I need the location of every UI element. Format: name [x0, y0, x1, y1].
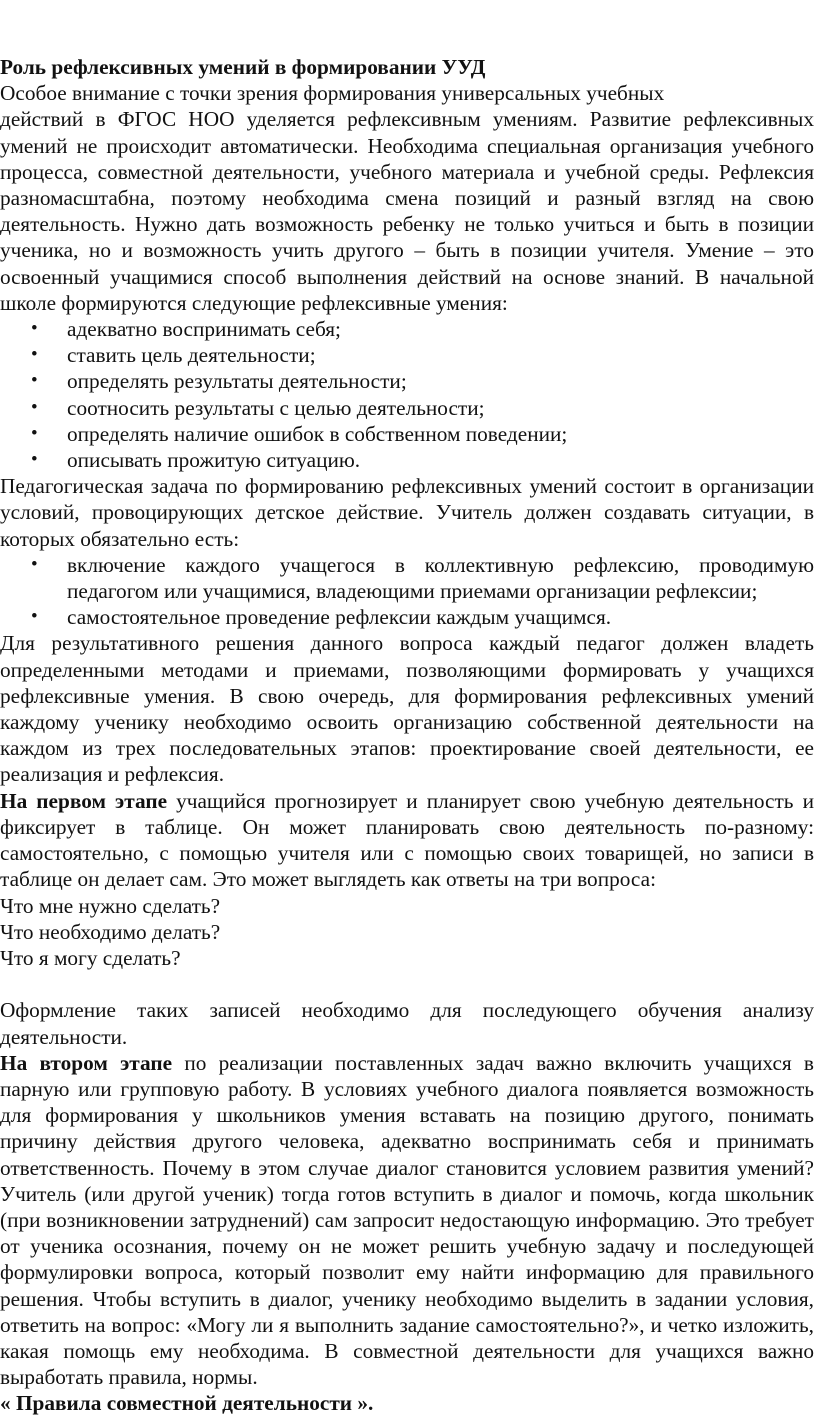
list-item: • включение каждого учащегося в коллективную рефлексию, проводимую педагогом или учащимися, владеющими приемами организации рефлексии;: [67, 552, 814, 604]
stage2-text: по реализации поставленных задач важно включить учащихся в парную или групповую работу. В условиях учебного диалога появляется возможность для формирования у школьников умения вставать на позицию другого, понимать причину действия другого человека, адекватно воспринимать себя и принимать ответственность. Почему в этом случае диалог становится условием развития умений? Учитель (или другой ученик) тогда готов вступить в диалог и помочь, когда школьник (при возникновении затруднений) сам запросит недостающую информацию. Это требует от ученика осознания, почему он не может решить учебную задачу и последующей формулировки вопроса, который позволит ему найти информацию для правильного решения. Чтобы вступить в диалог, ученику необходимо выделить в задании условия, ответить на вопрос: «Могу ли я выполнить задание самостоятельно?», и четко изложить, какая помощь ему необходима. В совместной деятельности для учащихся важно выработать правила, нормы.: [0, 1050, 814, 1390]
stage1-label: На первом этапе: [0, 788, 168, 813]
methods-paragraph: Для результативного решения данного вопроса каждый педагог должен владеть определенными методами и приемами, позволяющими формировать у учащихся рефлексивные умения. В свою очередь, для формирования рефлексивных умений каждому ученику необходимо освоить организацию собственной деятельности на каждом из трех последовательных этапов: проектирование своей деятельности, ее реализация и рефлексия.: [0, 631, 814, 787]
intro-paragraph: действий в ФГОС НОО уделяется рефлексивным умениям. Развитие рефлексивных умений не происходит автоматически. Необходима специальная организация учебного процесса, совместной деятельности, учебного материала и учебной среды. Рефлексия разномасштабна, поэтому необходима смена позиций и разный взгляд на свою деятельность. Нужно дать возможность ребенку не только учиться и быть в позиции ученика, но и возможность учить другого – быть в позиции учителя. Умение – это освоенный учащимися способ выполнения действий на основе знаний. В начальной школе формируются следующие рефлексивные умения:: [0, 107, 814, 315]
list-item: • адекватно воспринимать себя;: [67, 316, 814, 342]
list-item: • ставить цель деятельности;: [67, 342, 814, 368]
document-page: [0, 54, 814, 1417]
question-line: Что я могу сделать?: [0, 945, 181, 970]
skills-list: [0, 316, 814, 473]
stage2-label: На втором этапе: [0, 1050, 173, 1075]
stage2-paragraph: [0, 1050, 814, 1391]
list-item: • соотносить результаты с целью деятельности;: [67, 395, 814, 421]
list-item: • описывать прожитую ситуацию.: [67, 447, 814, 473]
task-paragraph: Педагогическая задача по формированию рефлексивных умений состоит в организации условий, провоцирующих детское действие. Учитель должен создавать ситуации, в которых обязательно есть:: [0, 474, 814, 551]
records-paragraph: Оформление таких записей необходимо для последующего обучения анализу деятельности.: [0, 998, 814, 1049]
intro-first-line: Особое внимание с точки зрения формирования универсальных учебных: [0, 81, 665, 106]
question-line: Что необходимо делать?: [0, 919, 221, 944]
situations-list: [0, 552, 814, 631]
list-item: • самостоятельное проведение рефлексии каждым учащимся.: [67, 604, 814, 630]
stage1-paragraph: [0, 788, 814, 893]
list-item: • определять результаты деятельности;: [67, 368, 814, 394]
rules-heading: « Правила совместной деятельности ».: [0, 1391, 374, 1416]
stage1-text: учащийся прогнозирует и планирует свою учебную деятельность и фиксирует в таблице. Он может планировать свою деятельность по-разному: самостоятельно, с помощью учителя или с помощью своих товарищей, но записи в таблице он делает сам. Это может выглядеть как ответы на три вопроса:: [0, 788, 814, 892]
document-title: Роль рефлексивных умений в формировании УУД: [0, 55, 486, 79]
blank-line: [0, 971, 814, 997]
list-item: • определять наличие ошибок в собственном поведении;: [67, 421, 814, 447]
question-line: Что мне нужно сделать?: [0, 893, 221, 918]
